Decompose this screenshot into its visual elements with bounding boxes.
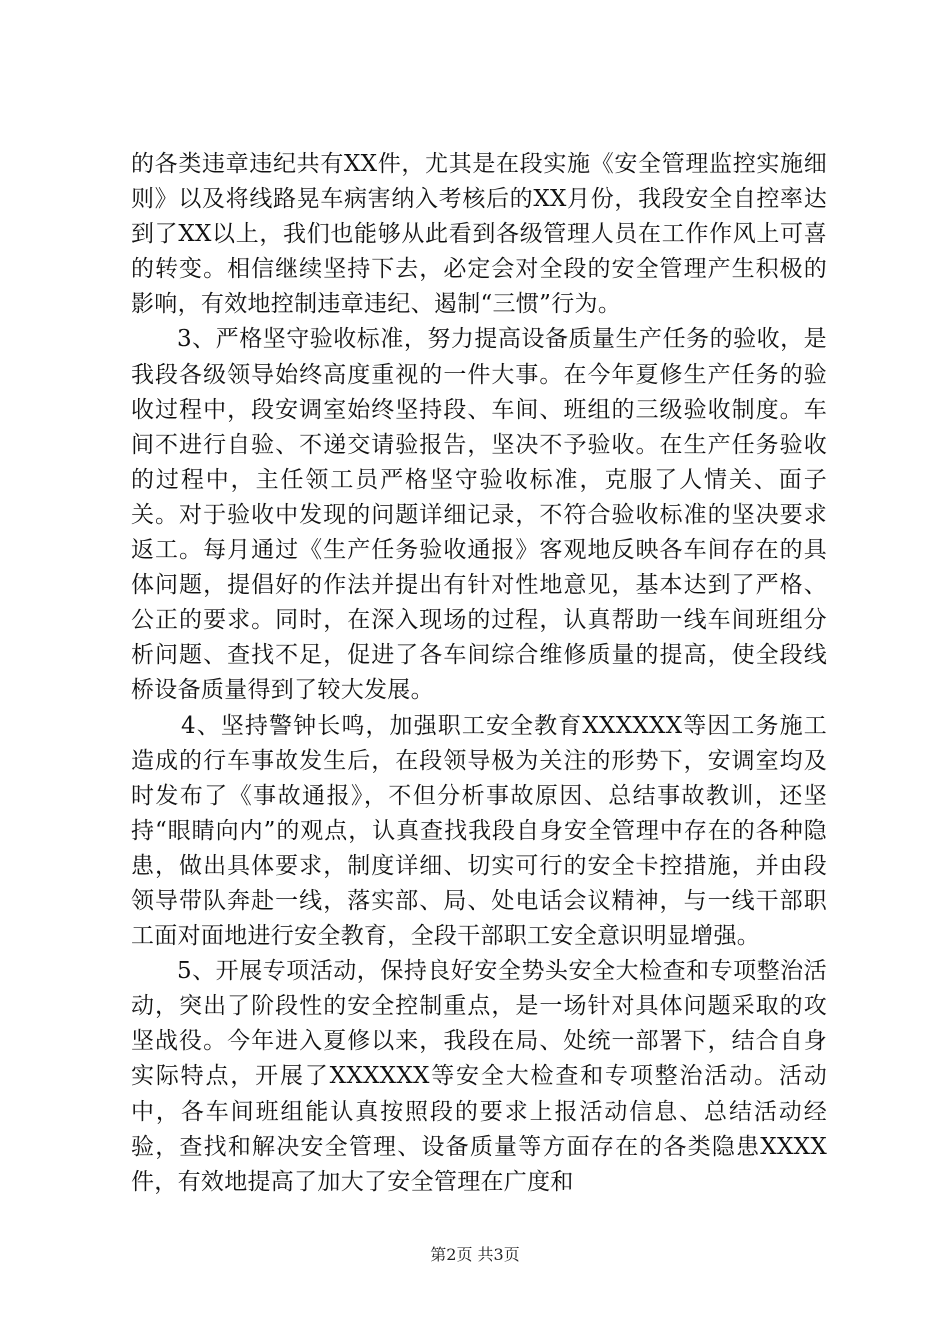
document-body (131, 147, 827, 1200)
paragraph-continuation: 的各类违章违纪共有XX件，尤其是在段实施《安全管理监控实施细则》以及将线路晃车病害纳入考核后的XX月份，我段安全自控率达到了XX以上，我们也能够从此看到各级管理人员在工作作风上可喜的转变。相信继续坚持下去，必定会对全段的安全管理产生积极的影响，有效地控制违章违纪、遏制“三惯”行为。 (131, 151, 827, 318)
paragraph-item-4: 4、坚持警钟长鸣，加强职工安全教育XXXXXX等因工务施工造成的行车事故发生后，在段领导极为关注的形势下，安调室均及时发布了《事故通报》，不但分析事故原因、总结事故教训，还坚持“眼睛向内”的观点，认真查找我段自身安全管理中存在的各种隐患，做出具体要求，制度详细、切实可行的安全卡控措施，并由段领导带队奔赴一线，落实部、局、处电话会议精神，与一线干部职工面对面地进行安全教育，全段干部职工安全意识明显增强。 (131, 712, 827, 950)
paragraph-item-5: 5、开展专项活动，保持良好安全势头安全大检查和专项整治活动，突出了阶段性的安全控制重点，是一场针对具体问题采取的攻坚战役。今年进入夏修以来，我段在局、处统一部署下，结合自身实际特点，开展了XXXXXX等安全大检查和专项整治活动。活动中，各车间班组能认真按照段的要求上报活动信息、总结活动经验，查找和解决安全管理、设备质量等方面存在的各类隐患XXXX件，有效地提高了加大了安全管理在广度和 (131, 958, 827, 1195)
paragraph-item-3: 3、严格坚守验收标准，努力提高设备质量生产任务的验收，是我段各级领导始终高度重视的一件大事。在今年夏修生产任务的验收过程中，段安调室始终坚持段、车间、班组的三级验收制度。车间不进行自验、不递交请验报告，坚决不予验收。在生产任务验收的过程中，主任领工员严格坚守验收标准，克服了人情关、面子关。对于验收中发现的问题详细记录，不符合验收标准的坚决要求返工。每月通过《生产任务验收通报》客观地反映各车间存在的具体问题，提倡好的作法并提出有针对性地意见，基本达到了严格、公正的要求。同时，在深入现场的过程，认真帮助一线车间班组分析问题、查找不足，促进了各车间综合维修质量的提高，使全段线桥设备质量得到了较大发展。 (131, 326, 827, 704)
page-footer: 第2页 共3页 (430, 1245, 520, 1264)
